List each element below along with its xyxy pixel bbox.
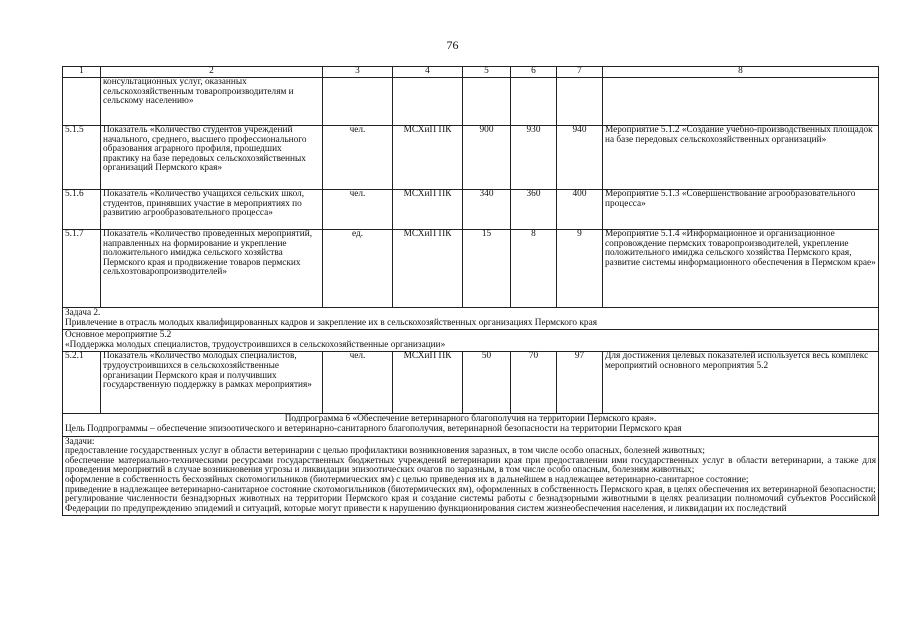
task-2-text: Привлечение в отрасль молодых квалифицированных кадров и закрепление их в сельскохозяйственных организациях Пермского края [65, 317, 597, 328]
value-3: 400 [557, 190, 603, 230]
event-description: Мероприятие 5.1.4 «Информационное и организационное сопровождение пермских товаропроизводителей, укрепление положительного имиджа сельского хозяйства Пермского края, развитие системы информационного обеспечения в Пермском крае» [603, 230, 879, 308]
header-col-2: 2 [101, 67, 323, 78]
row-number: 5.1.6 [63, 190, 101, 230]
indicator-name: Показатель «Количество проведенных мероприятий, направленных на формирование и укрепление положительного имиджа сельского хозяйства Пермского края и продвижение товаров пермских сельхозтоваропроизводителей» [101, 230, 323, 308]
row-number: 5.1.7 [63, 230, 101, 308]
main-event-text: «Поддержка молодых специалистов, трудоустроившихся в сельскохозяйственные организации» [65, 339, 446, 350]
unit [323, 78, 393, 126]
value-2: 8 [511, 230, 557, 308]
tasks-row [63, 436, 879, 516]
row-number: 5.2.1 [63, 352, 101, 414]
event-description: Мероприятие 5.1.2 «Создание учебно-производственных площадок на базе передовых сельскохозяйственных организаций» [603, 126, 879, 190]
responsible: МСХиП ПК [393, 230, 463, 308]
header-col-5: 5 [463, 67, 511, 78]
header-col-1: 1 [63, 67, 101, 78]
value-3: 940 [557, 126, 603, 190]
main-event-title: Основное мероприятие 5.2 [65, 330, 172, 341]
value-2: 360 [511, 190, 557, 230]
header-col-6: 6 [511, 67, 557, 78]
unit: чел. [323, 352, 393, 414]
event-description [603, 78, 879, 126]
value-3: 9 [557, 230, 603, 308]
unit: чел. [323, 190, 393, 230]
tasks-title: Задачи: [65, 436, 95, 447]
value-2: 930 [511, 126, 557, 190]
indicator-name: Показатель «Количество студентов учреждений начального, среднего, высшего профессионального образования аграрного профиля, прошедших практику на базе передовых сельскохозяйственных организаций Пермского края» [101, 126, 323, 190]
table-row [63, 352, 879, 414]
table-row [63, 190, 879, 230]
task-2-row [63, 308, 879, 330]
table-row [63, 230, 879, 308]
task-2-title: Задача 2. [65, 308, 101, 318]
row-number [63, 78, 101, 126]
indicator-name: Показатель «Количество учащихся сельских школ, студентов, принявших участие в мероприятиях по развитию агрообразовательного процесса» [101, 190, 323, 230]
header-col-4: 4 [393, 67, 463, 78]
table-row [63, 126, 879, 190]
value-1 [463, 78, 511, 126]
value-3: 97 [557, 352, 603, 414]
indicator-name: Показатель «Количество молодых специалистов, трудоустроившихся в сельскохозяйственные организации Пермского края и получивших государственную поддержку в рамках мероприятия» [101, 352, 323, 414]
value-1: 900 [463, 126, 511, 190]
subprogram-goal: Цель Подпрограммы – обеспечение эпизоотического и ветеринарно-санитарного благополучия, ветеринарной безопасности на территории Пермского края [65, 423, 682, 434]
header-col-8: 8 [603, 67, 879, 78]
value-3 [557, 78, 603, 126]
task-item: оформление в собственность бесхозяйных скотомогильников (биотермических ям) с целью приведения их в дальнейшем в надлежащее ветеринарно-санитарное состояние; [65, 474, 749, 485]
task-item: регулирование численности безнадзорных животных на территории Пермского края и создание системы работы с безнадзорными животными в целях реализации полномочий субъектов Российской Федерации по предупреждению эпидемий и ситуаций, которые могут привести к нарушению функционирования систем жизнеобеспечения населения, и ликвидации их последствий [65, 494, 876, 514]
responsible: МСХиП ПК [393, 352, 463, 414]
header-col-3: 3 [323, 67, 393, 78]
task-item: обеспечение материально-техническими ресурсами государственных бюджетных учреждений ветеринарии края при предоставлении ими государственных услуг в области ветеринарии, а также для проведения мероприятий в случае возникновения угрозы и ликвидации эпизоотических очагов по заразным, в том числе особо опасным, болезням животных; [65, 455, 876, 476]
value-2: 70 [511, 352, 557, 414]
value-1: 340 [463, 190, 511, 230]
subprogram-row [63, 414, 879, 436]
indicators-table [62, 66, 879, 516]
unit: ед. [323, 230, 393, 308]
table-row [63, 78, 879, 126]
task-item: предоставление государственных услуг в области ветеринарии с целью профилактики возникновения заразных, в том числе особо опасных, болезней животных; [65, 446, 705, 457]
unit: чел. [323, 126, 393, 190]
value-2 [511, 78, 557, 126]
row-number: 5.1.5 [63, 126, 101, 190]
responsible [393, 78, 463, 126]
page-number: 76 [446, 38, 459, 52]
event-description: Для достижения целевых показателей используется весь комплекс мероприятий основного мероприятия 5.2 [603, 352, 879, 414]
indicator-name: консультационных услуг, оказанных сельскохозяйственным товаропроизводителям и сельскому населению» [101, 78, 323, 126]
value-1: 15 [463, 230, 511, 308]
responsible: МСХиП ПК [393, 190, 463, 230]
subprogram-title: Подпрограмма 6 «Обеспечение ветеринарного благополучия на территории Пермского края». [284, 414, 657, 425]
main-event-row [63, 330, 879, 352]
header-col-7: 7 [557, 67, 603, 78]
responsible: МСХиП ПК [393, 126, 463, 190]
header-row [63, 67, 879, 78]
event-description: Мероприятие 5.1.3 «Совершенствование агрообразовательного процесса» [603, 190, 879, 230]
task-item: приведение в надлежащее ветеринарно-санитарное состояние скотомогильников (биотермических ям), оформленных в собственность Пермского края, в целях обеспечения их ветеринарной безопасности; [65, 484, 876, 495]
value-1: 50 [463, 352, 511, 414]
